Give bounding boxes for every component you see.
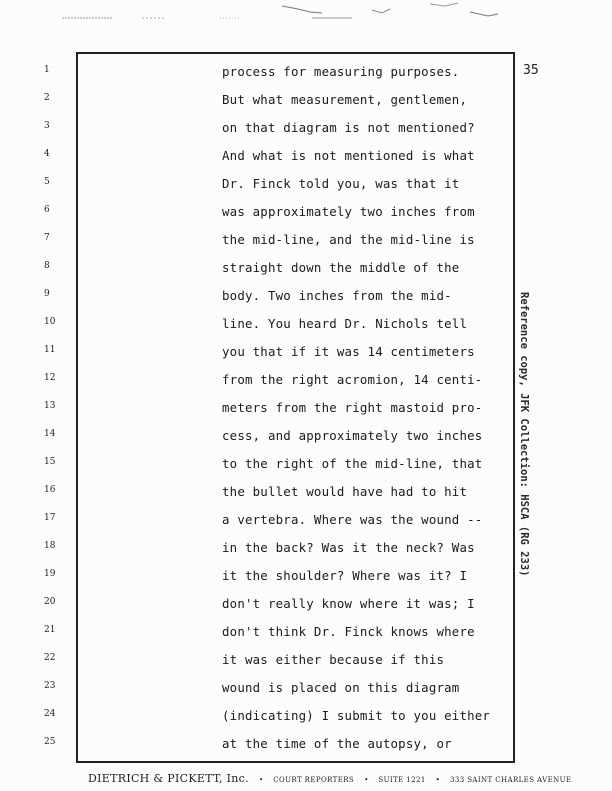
transcript-line: was approximately two inches from	[222, 204, 475, 219]
line-number: 25	[44, 737, 56, 747]
footer-separator: •	[364, 776, 369, 784]
transcript-line: the bullet would have had to hit	[222, 484, 468, 499]
line-number: 12	[44, 373, 56, 383]
transcript-line: a vertebra. Where was the wound --	[222, 512, 483, 527]
transcript-line: body. Two inches from the mid-	[222, 288, 452, 303]
transcript-line: it was either because if this	[222, 652, 445, 667]
transcript-line: to the right of the mid-line, that	[222, 456, 483, 471]
line-number: 16	[44, 485, 56, 495]
line-number: 4	[44, 149, 50, 159]
transcript-line: line. You heard Dr. Nichols tell	[222, 316, 468, 331]
line-number: 6	[44, 205, 50, 215]
transcript-line: But what measurement, gentlemen,	[222, 92, 468, 107]
line-number: 18	[44, 541, 56, 551]
footer-firm: DIETRICH & PICKETT, Inc.	[88, 772, 249, 785]
transcript-line: from the right acromion, 14 centi-	[222, 372, 483, 387]
transcript-line: don't think Dr. Finck knows where	[222, 624, 475, 639]
footer-address: 333 SAINT CHARLES AVENUE	[450, 776, 572, 784]
transcript-line: at the time of the autopsy, or	[222, 736, 452, 751]
line-number: 19	[44, 569, 56, 579]
transcript-line: it the shoulder? Where was it? I	[222, 568, 468, 583]
line-number: 24	[44, 709, 56, 719]
frame-bottom-border	[76, 761, 515, 763]
line-number: 2	[44, 93, 50, 103]
line-number: 15	[44, 457, 56, 467]
frame-right-border	[513, 52, 515, 762]
line-number: 3	[44, 121, 50, 131]
transcript-line: Dr. Finck told you, was that it	[222, 176, 460, 191]
transcript-line: you that if it was 14 centimeters	[222, 344, 475, 359]
footer-suite: SUITE 1221	[378, 776, 426, 784]
line-number: 8	[44, 261, 50, 271]
transcript-line: don't really know where it was; I	[222, 596, 475, 611]
transcript-line: in the back? Was it the neck? Was	[222, 540, 475, 555]
footer-separator: •	[435, 776, 440, 784]
transcript-line: process for measuring purposes.	[222, 64, 460, 79]
transcript-line: the mid-line, and the mid-line is	[222, 232, 475, 247]
transcript-line: on that diagram is not mentioned?	[222, 120, 475, 135]
line-number: 10	[44, 317, 56, 327]
transcript-line: And what is not mentioned is what	[222, 148, 475, 163]
reference-copy-stamp: Reference copy, JFK Collection: HSCA (RG 233)	[518, 292, 530, 577]
line-number: 11	[44, 345, 56, 355]
line-number: 9	[44, 289, 50, 299]
transcript-line: cess, and approximately two inches	[222, 428, 483, 443]
transcript-line: straight down the middle of the	[222, 260, 460, 275]
page-number: 35	[523, 63, 539, 78]
line-number: 21	[44, 625, 56, 635]
line-number: 14	[44, 429, 56, 439]
scan-artifacts	[0, 0, 612, 30]
line-number: 7	[44, 233, 50, 243]
frame-left-border	[76, 52, 78, 762]
line-number: 17	[44, 513, 56, 523]
transcript-line: (indicating) I submit to you either	[222, 708, 491, 723]
line-number: 1	[44, 65, 50, 75]
transcript-line: wound is placed on this diagram	[222, 680, 460, 695]
footer	[88, 767, 571, 786]
footer-service: COURT REPORTERS	[273, 776, 355, 784]
transcript-line: meters from the right mastoid pro-	[222, 400, 483, 415]
line-number: 23	[44, 681, 56, 691]
line-number: 20	[44, 597, 56, 607]
line-number: 22	[44, 653, 56, 663]
line-number: 13	[44, 401, 56, 411]
frame-top-border	[76, 52, 515, 54]
line-number: 5	[44, 177, 50, 187]
footer-separator: •	[259, 776, 264, 784]
